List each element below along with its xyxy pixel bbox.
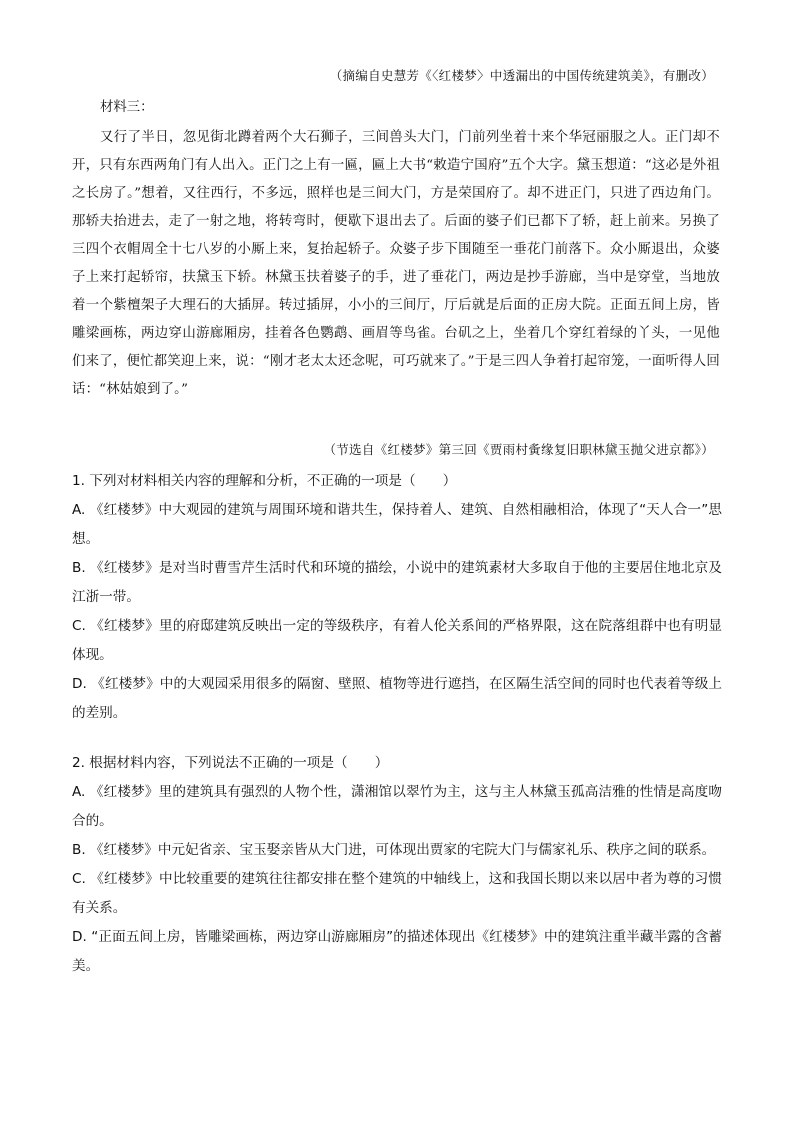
question-1 (72, 467, 722, 728)
question-1-option-c: C. 《红楼梦》里的府邸建筑反映出一定的等级秩序，有着人伦关系间的严格界限，这在院落组群中也有明显体现。 (72, 618, 722, 663)
material-3-label: 材料三： (100, 100, 154, 115)
question-1-option-a: A. 《红楼梦》中大观园的建筑与周围环境和谐共生，保持着人、建筑、自然相融相洽，体现了“天人合一”思想。 (72, 502, 722, 547)
source-citation-1: （摘编自史慧芳《〈红楼梦〉中透漏出的中国传统建筑美》，有删改） (329, 68, 714, 83)
question-2-stem: 2. 根据材料内容，下列说法不正确的一项是（ ） (72, 755, 389, 771)
question-1-stem: 1. 下列对材料相关内容的理解和分析，不正确的一项是（ ） (72, 473, 457, 489)
material-3-passage: 又行了半日，忽见街北蹲着两个大石狮子，三间兽头大门，门前列坐着十来个华冠丽服之人。正门却不开，只有东西两角门有人出入。正门之上有一匾，匾上大书“敕造宁国府”五个大字。黛玉想道：“这必是外祖之长房了。”想着，又往西行，不多远，照样也是三间大门，方是荣国府了。却不进正门，只进了西边角门。那轿夫抬进去，走了一射之地，将转弯时，便歇下退出去了。后面的婆子们已都下了轿，赶上前来。另换了三四个衣帽周全十七八岁的小厮上来，复抬起轿子。众婆子步下围随至一垂花门前落下。众小厮退出，众婆子上来打起轿帘，扶黛玉下轿。林黛玉扶着婆子的手，进了垂花门，两边是抄手游廊，当中是穿堂，当地放着一个紫檀架子大理石的大插屏。转过插屏，小小的三间厅，厅后就是后面的正房大院。正面五间上房，皆雕梁画栋，两边穿山游廊厢房，挂着各色鹦鹉、画眉等鸟雀。台矶之上，坐着几个穿红着绿的丫头，一见他们来了，便忙都笑迎上来，说：“刚才老太太还念呢，可巧就来了。”于是三四人争着打起帘笼，一面听得人回话：“林姑娘到了。” (72, 130, 720, 397)
question-2-option-a: A. 《红楼梦》里的建筑具有强烈的人物个性，潇湘馆以翠竹为主，这与主人林黛玉孤高洁雅的性情是高度吻合的。 (72, 784, 722, 829)
question-2-option-b: B. 《红楼梦》中元妃省亲、宝玉娶亲皆从大门进，可体现出贾家的宅院大门与儒家礼乐、秩序之间的联系。 (72, 842, 716, 858)
question-2-option-c: C. 《红楼梦》中比较重要的建筑往往都安排在整个建筑的中轴线上，这和我国长期以来以居中者为尊的习惯有关系。 (72, 871, 722, 916)
question-1-option-d: D. 《红楼梦》中的大观园采用很多的隔窗、壁照、植物等进行遮挡，在区隔生活空间的同时也代表着等级上的差别。 (72, 676, 722, 721)
question-1-option-b: B. 《红楼梦》是对当时曹雪芹生活时代和环境的描绘，小说中的建筑素材大多取自于他的主要居住地北京及江浙一带。 (72, 560, 722, 605)
source-citation-2: （节选自《红楼梦》第三回《贾雨村夤缘复旧职林黛玉抛父进京都》） (323, 442, 714, 457)
question-2 (72, 749, 722, 981)
question-2-option-d: D. “正面五间上房，皆雕梁画栋，两边穿山游廊厢房”的描述体现出《红楼梦》中的建筑注重半藏半露的含蓄美。 (72, 929, 722, 974)
